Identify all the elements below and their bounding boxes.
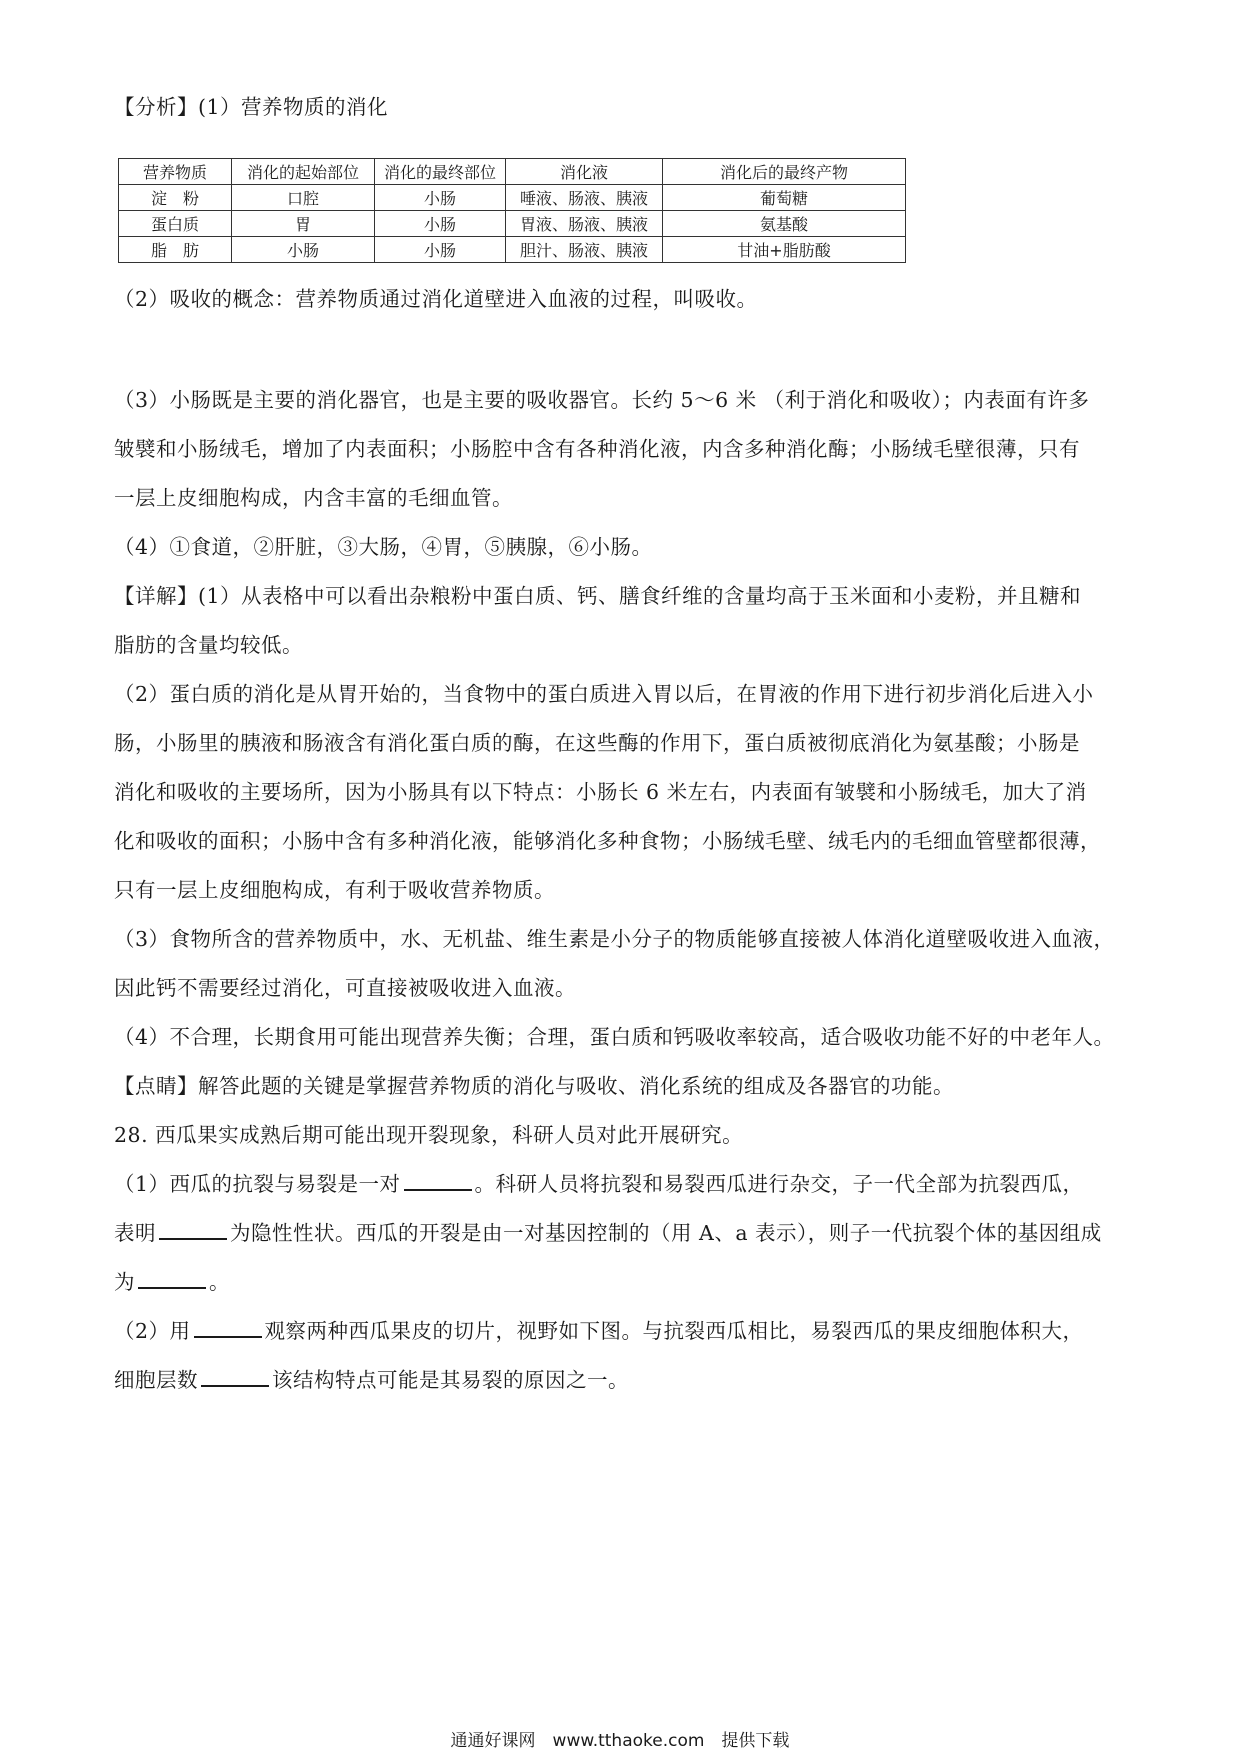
table-cell: 小肠 <box>375 237 506 263</box>
question-28-intro: 28. 西瓜果实成熟后期可能出现开裂现象，科研人员对此开展研究。 <box>114 1123 744 1147</box>
question-text: 。 <box>209 1270 230 1294</box>
answer-blank[interactable] <box>404 1169 472 1191</box>
detail-paragraph-line: 【详解】(1）从表格中可以看出杂粮粉中蛋白质、钙、膳食纤维的含量均高于玉米面和小麦粉，并且糖和 <box>114 584 1082 608</box>
analysis-small-intestine-line: （3）小肠既是主要的消化器官，也是主要的吸收器官。长约 5～6 米 （利于消化和吸收）；内表面有许多 <box>114 388 1090 412</box>
detail-paragraph-line: 化和吸收的面积；小肠中含有多种消化液，能够消化多种食物；小肠绒毛壁、绒毛内的毛细血管壁都很薄， <box>114 829 1101 853</box>
table-header-cell: 消化液 <box>506 159 663 185</box>
analysis-organ-list: （4）①食道，②肝脏，③大肠，④胃，⑤胰腺，⑥小肠。 <box>114 535 653 559</box>
detail-paragraph-line: （4）不合理，长期食用可能出现营养失衡；合理，蛋白质和钙吸收率较高，适合吸收功能不好的中老年人。 <box>114 1025 1115 1049</box>
table-cell: 氨基酸 <box>663 211 906 237</box>
answer-blank[interactable] <box>201 1365 269 1387</box>
question-28-part-1 <box>114 1267 1136 1297</box>
detail-paragraph-line: 只有一层上皮细胞构成，有利于吸收营养物质。 <box>114 878 555 902</box>
detail-paragraph-line: 消化和吸收的主要场所，因为小肠具有以下特点：小肠长 6 米左右，内表面有皱襞和小肠绒毛，加大了消 <box>114 780 1087 804</box>
table-row <box>119 211 906 237</box>
table-cell: 胃 <box>232 211 375 237</box>
question-text: 该结构特点可能是其易裂的原因之一。 <box>272 1368 629 1392</box>
page-footer: 通通好课网 www.tthaoke.com 提供下载 <box>450 1731 790 1751</box>
table-row <box>119 237 906 263</box>
table-header-row <box>119 159 906 185</box>
table-cell: 小肠 <box>375 185 506 211</box>
question-text: （2）用 <box>114 1319 191 1343</box>
table-cell: 甘油+脂肪酸 <box>663 237 906 263</box>
question-28-part-1 <box>114 1218 1136 1248</box>
analysis-absorption-concept: （2）吸收的概念：营养物质通过消化道壁进入血液的过程，叫吸收。 <box>114 287 758 311</box>
question-text: 为 <box>114 1270 135 1294</box>
table-cell: 蛋白质 <box>119 211 232 237</box>
table-row <box>119 185 906 211</box>
detail-paragraph-line: 肠，小肠里的胰液和肠液含有消化蛋白质的酶，在这些酶的作用下，蛋白质被彻底消化为氨基酸；小肠是 <box>114 731 1080 755</box>
table-cell: 小肠 <box>232 237 375 263</box>
table-header-cell: 消化的起始部位 <box>232 159 375 185</box>
detail-paragraph-line: （2）蛋白质的消化是从胃开始的，当食物中的蛋白质进入胃以后，在胃液的作用下进行初步消化后进入小 <box>114 682 1094 706</box>
detail-paragraph-line: 因此钙不需要经过消化，可直接被吸收进入血液。 <box>114 976 576 1000</box>
question-text: 为隐性性状。西瓜的开裂是由一对基因控制的（用 A、a 表示），则子一代抗裂个体的基因组成 <box>230 1221 1102 1245</box>
nutrient-digestion-table <box>118 158 906 263</box>
question-text: （1）西瓜的抗裂与易裂是一对 <box>114 1172 401 1196</box>
table-cell: 脂 肪 <box>119 237 232 263</box>
answer-blank[interactable] <box>194 1316 262 1338</box>
table-cell: 口腔 <box>232 185 375 211</box>
question-28-part-2 <box>114 1365 1136 1395</box>
analysis-small-intestine-line: 一层上皮细胞构成，内含丰富的毛细血管。 <box>114 486 513 510</box>
detail-paragraph-line: 脂肪的含量均较低。 <box>114 633 303 657</box>
question-text: 。科研人员将抗裂和易裂西瓜进行杂交，子一代全部为抗裂西瓜， <box>474 1172 1084 1196</box>
table-cell: 葡萄糖 <box>663 185 906 211</box>
question-28-part-2 <box>114 1316 1136 1346</box>
detail-comment: 【点睛】解答此题的关键是掌握营养物质的消化与吸收、消化系统的组成及各器官的功能。 <box>114 1074 954 1098</box>
table-cell: 淀 粉 <box>119 185 232 211</box>
table-header-cell: 消化的最终部位 <box>375 159 506 185</box>
table-cell: 胆汁、肠液、胰液 <box>506 237 663 263</box>
question-28-part-1 <box>114 1169 1136 1199</box>
table-cell: 胃液、肠液、胰液 <box>506 211 663 237</box>
table-header-cell: 消化后的最终产物 <box>663 159 906 185</box>
analysis-heading: 【分析】(1）营养物质的消化 <box>114 95 389 119</box>
table-cell: 小肠 <box>375 211 506 237</box>
answer-blank[interactable] <box>138 1267 206 1289</box>
question-text: 表明 <box>114 1221 156 1245</box>
question-text: 细胞层数 <box>114 1368 198 1392</box>
detail-paragraph-line: （3）食物所含的营养物质中，水、无机盐、维生素是小分子的物质能够直接被人体消化道壁吸收进入血液， <box>114 927 1115 951</box>
answer-blank[interactable] <box>159 1218 227 1240</box>
analysis-small-intestine-line: 皱襞和小肠绒毛，增加了内表面积；小肠腔中含有各种消化液，内含多种消化酶；小肠绒毛壁很薄，只有 <box>114 437 1080 461</box>
table-header-cell: 营养物质 <box>119 159 232 185</box>
table-cell: 唾液、肠液、胰液 <box>506 185 663 211</box>
question-text: 观察两种西瓜果皮的切片，视野如下图。与抗裂西瓜相比，易裂西瓜的果皮细胞体积大， <box>264 1319 1084 1343</box>
